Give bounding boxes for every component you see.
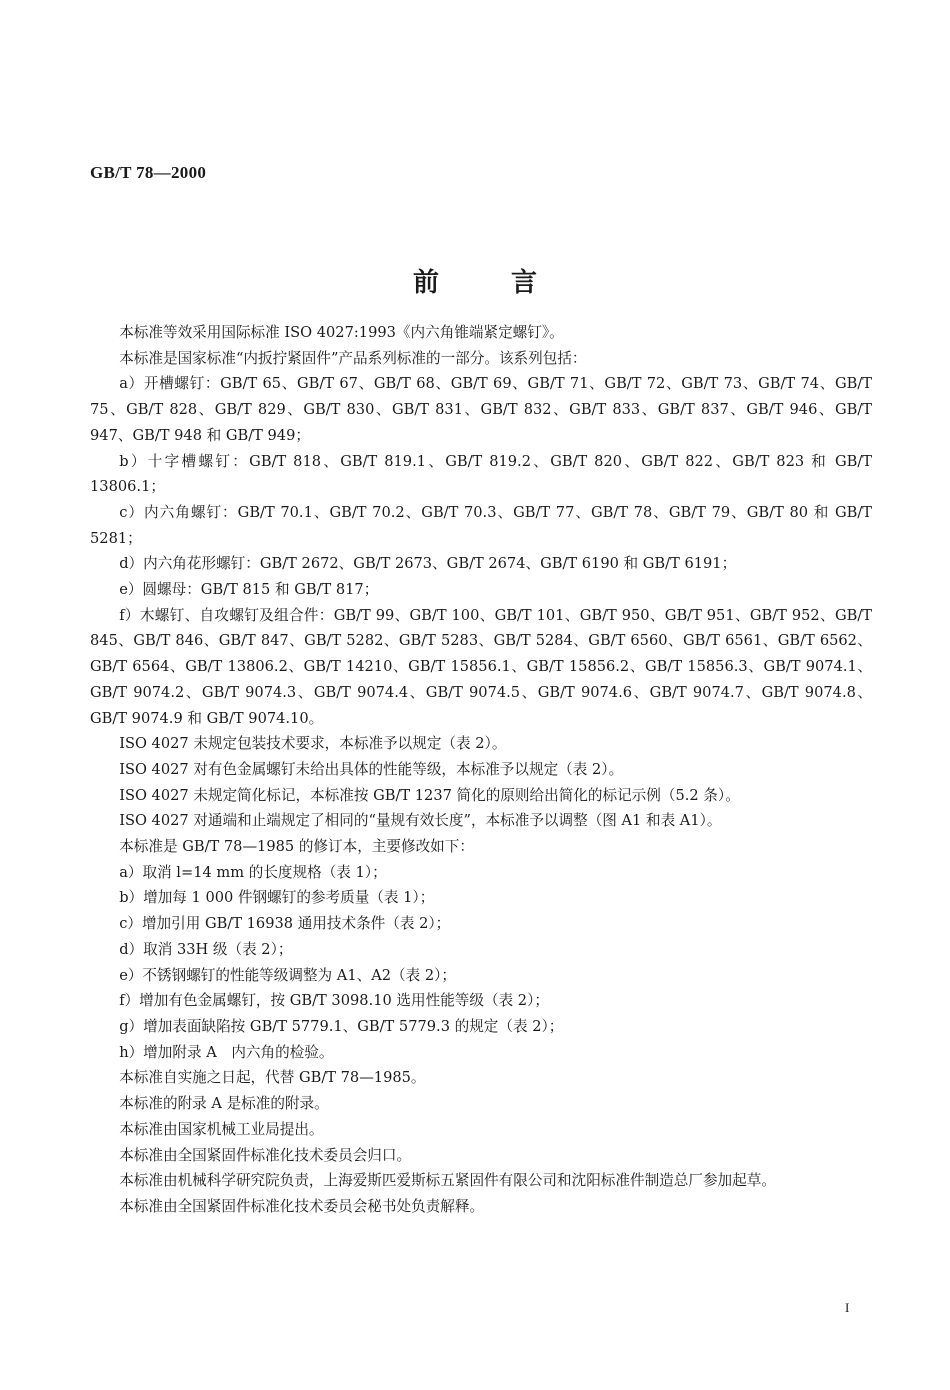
paragraph: ISO 4027 对有色金属螺钉未给出具体的性能等级，本标准予以规定（表 2）。: [119, 760, 624, 778]
list-item: c）增加引用 GB/T 16938 通用技术条件（表 2）；: [119, 915, 451, 933]
paragraph: 本标准由国家机械工业局提出。: [119, 1120, 324, 1138]
paragraph: 本标准由机械科学研究院负责，上海爱斯匹爱斯标五紧固件有限公司和沈阳标准件制造总厂参加起草。: [119, 1172, 776, 1190]
paragraph: 本标准由全国紧固件标准化技术委员会秘书处负责解释。: [119, 1197, 485, 1215]
list-item: b）十字槽螺钉：GB/T 818、GB/T 819.1、GB/T 819.2、GB/T 820、GB/T 822、GB/T 823 和 GB/T 13806.1；: [90, 452, 872, 496]
paragraph: 本标准由全国紧固件标准化技术委员会归口。: [119, 1146, 412, 1164]
paragraph: 本标准的附录 A 是标准的附录。: [119, 1095, 329, 1113]
paragraph: 本标准等效采用国际标准 ISO 4027:1993《内六角锥端紧定螺钉》。: [119, 324, 564, 341]
list-item: d）取消 33H 级（表 2）；: [119, 940, 293, 958]
paragraph: ISO 4027 对通端和止端规定了相同的“量规有效长度”，本标准予以调整（图 A1 和表 A1）。: [119, 812, 722, 830]
list-item: c）内六角螺钉：GB/T 70.1、GB/T 70.2、GB/T 70.3、GB/T 77、GB/T 78、GB/T 79、GB/T 80 和 GB/T 5281；: [90, 503, 872, 547]
paragraph: 本标准是国家标准“内扳拧紧固件”产品系列标准的一部分。该系列包括：: [119, 349, 587, 367]
title-char-1: 前: [412, 268, 439, 298]
list-item: f）增加有色金属螺钉，按 GB/T 3098.10 选用性能等级（表 2）；: [119, 992, 549, 1010]
paragraph: ISO 4027 未规定包装技术要求，本标准予以规定（表 2）。: [119, 735, 507, 753]
standard-code: GB/T 78—2000: [90, 163, 207, 182]
list-item: g）增加表面缺陷按 GB/T 5779.1、GB/T 5779.3 的规定（表 2）；: [119, 1017, 564, 1035]
list-item: b）增加每 1 000 件钢螺钉的参考质量（表 1）；: [119, 889, 435, 907]
list-item: e）不锈钢螺钉的性能等级调整为 A1、A2（表 2）；: [119, 966, 457, 984]
list-item: h）增加附录 A 内六角的检验。: [119, 1043, 334, 1061]
list-item: f）木螺钉、自攻螺钉及组合件：GB/T 99、GB/T 100、GB/T 101、GB/T 950、GB/T 951、GB/T 952、GB/T 845、GB/T 846、GB/T 847、GB/T 5282、GB/T 5283、GB/T 5284、GB/T 6560、GB/T 6561、GB/T 6562、GB/T 6564、GB/T 13806.2、GB/T 14210、GB/T 15856.1、GB/T 15856.2、GB/T 15856.3、GB/T 9074.1、GB/T 9074.2、GB/T 9074.3、GB/T 9074.4、GB/T 9074.5、GB/T 9074.6、GB/T 9074.7、GB/T 9074.8、GB/T 9074.9 和 GB/T 9074.10。: [90, 606, 872, 727]
title-char-2: 言: [511, 268, 538, 298]
list-item: d）内六角花形螺钉：GB/T 2672、GB/T 2673、GB/T 2674、GB/T 6190 和 GB/T 6191；: [119, 555, 737, 573]
list-item: a）开槽螺钉：GB/T 65、GB/T 67、GB/T 68、GB/T 69、GB/T 71、GB/T 72、GB/T 73、GB/T 74、GB/T 75、GB/T 828、GB/T 829、GB/T 830、GB/T 831、GB/T 832、GB/T 833、GB/T 837、GB/T 946、GB/T 947、GB/T 948 和 GB/T 949；: [90, 375, 872, 444]
list-item: e）圆螺母：GB/T 815 和 GB/T 817；: [119, 581, 379, 599]
page-title: [0, 262, 950, 299]
page-number: I: [845, 1300, 850, 1315]
paragraph: 本标准自实施之日起，代替 GB/T 78—1985。: [119, 1069, 426, 1087]
paragraph: 本标准是 GB/T 78—1985 的修订本，主要修改如下：: [119, 838, 474, 856]
preface-body: [90, 320, 872, 1220]
list-item: a）取消 l=14 mm 的长度规格（表 1）；: [119, 863, 387, 881]
paragraph: ISO 4027 未规定简化标记，本标准按 GB/T 1237 简化的原则给出简化的标记示例（5.2 条）。: [119, 786, 740, 804]
